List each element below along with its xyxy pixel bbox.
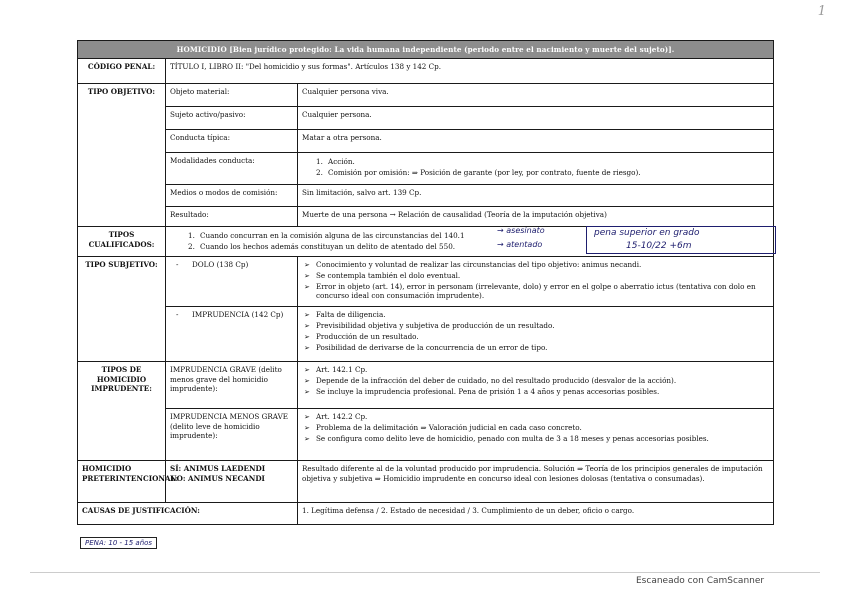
preterintencional-row — [78, 461, 774, 503]
list-item: ➢ Producción de un resultado. — [304, 332, 419, 342]
objeto-material-label: Objeto material: — [166, 84, 298, 107]
list-item: ➢ Art. 142.1 Cp. — [304, 365, 368, 375]
list-item: ➢ Depende de la infracción del deber de cuidado, no del resultado producido (desvalor de la acción). — [304, 376, 677, 386]
conducta-label: Conducta típica: — [166, 130, 298, 153]
list-item: ➢ Art. 142.2 Cp. — [304, 412, 368, 422]
modalidades-row — [78, 153, 774, 185]
preterintencional-value: Resultado diferente al de la voluntad producido por imprudencia. Solución ⇒ Teoría de los principios generales de imputación objetiva y subjetiva ⇒ Homicidio imprudente en concurso ideal con lesiones dolosas (tentativa o consumadas). — [298, 461, 774, 503]
medios-value: Sin limitación, salvo art. 139 Cp. — [298, 185, 774, 207]
modalidades-value — [298, 153, 774, 185]
imprudencia-value — [298, 307, 774, 362]
resultado-row — [78, 207, 774, 227]
causas-row — [78, 503, 774, 525]
sujeto-value: Cualquier persona. — [298, 107, 774, 130]
codigo-penal-value: TÍTULO I, LIBRO II: "Del homicidio y sus formas". Artículos 138 y 142 Cp. — [166, 59, 774, 84]
tipo-objetivo-label: TIPO OBJETIVO: — [78, 84, 166, 227]
medios-row — [78, 185, 774, 207]
list-item: ➢ Problema de la delimitación ⇒ Valoración judicial en cada caso concreto. — [304, 423, 582, 433]
list-item: ➢ Se configura como delito leve de homicidio, penado con multa de 3 a 18 meses y penas accesorias posibles. — [304, 434, 709, 444]
imprudencia-menos-grave-label: IMPRUDENCIA MENOS GRAVE (delito leve de homicidio imprudente): — [166, 409, 298, 461]
table-header-row — [78, 41, 774, 59]
list-item: ➢ Error in objeto (art. 14), error in personam (irrelevante, dolo) y error en el golpe o aberratio ictus (tentativa con dolo en concurso ideal con consumación imprudente). — [304, 282, 756, 301]
list-item: ➢ Previsibilidad objetiva y subjetiva de producción de un resultado. — [304, 321, 555, 331]
causas-label: CAUSAS DE JUSTIFICACIÓN: — [78, 503, 298, 525]
list-item: ➢ Falta de diligencia. — [304, 310, 386, 320]
list-item: ➢ Posibilidad de derivarse de la concurrencia de un error de tipo. — [304, 342, 548, 352]
imprudencia-label-cell: - IMPRUDENCIA (142 Cp) — [166, 307, 298, 362]
homicidio-table — [77, 40, 773, 525]
objeto-material-row — [78, 84, 774, 107]
medios-label: Medios o modos de comisión: — [166, 185, 298, 207]
modalidades-label: Modalidades conducta: — [166, 153, 298, 185]
imprudencia-menos-grave-value — [298, 409, 774, 461]
table-title: HOMICIDIO [Bien jurídico protegido: La vida humana independiente (periodo entre el nacimiento y muerte del sujeto)]. — [78, 41, 774, 59]
imprudencia-menos-grave-row — [78, 409, 774, 461]
codigo-penal-label: CÓDIGO PENAL: — [78, 59, 166, 84]
handwritten-asesinato: → asesinato — [497, 226, 545, 235]
list-item: ➢ Se incluye la imprudencia profesional. Pena de prisión 1 a 4 años y penas accesorias posibles. — [304, 387, 660, 397]
handwritten-pena-note: PENA: 10 - 15 años — [80, 537, 157, 549]
preterintencional-animus — [166, 461, 298, 503]
preterintencional-label: HOMICIDIO PRETERINTENCIONAL: — [78, 461, 166, 503]
list-item: ➢ Se contempla también el dolo eventual. — [304, 271, 461, 281]
handwritten-pena-values: 15-10/22 +6m — [626, 241, 692, 251]
codigo-penal-row — [78, 59, 774, 84]
imprudencia-grave-label: IMPRUDENCIA GRAVE (delito menos grave del homicidio imprudente): — [166, 362, 298, 409]
page-number-mark: 1 — [817, 4, 826, 19]
resultado-label: Resultado: — [166, 207, 298, 227]
imprudencia-grave-value — [298, 362, 774, 409]
list-item: 2. Comisión por omisión: ⇒ Posición de garante (por ley, por contrato, fuente de riesgo). — [316, 167, 641, 177]
scan-footer-divider — [30, 572, 820, 573]
imprudencia-grave-row — [78, 362, 774, 409]
animus-laedendi: SÍ: ANIMUS LAEDENDI — [170, 464, 266, 474]
conducta-value: Matar a otra persona. — [298, 130, 774, 153]
conducta-row — [78, 130, 774, 153]
causas-value: 1. Legítima defensa / 2. Estado de necesidad / 3. Cumplimiento de un deber, oficio o cargo. — [298, 503, 774, 525]
dolo-label-cell: - DOLO (138 Cp) — [166, 257, 298, 307]
list-item: 2. Cuando los hechos además constituyan un delito de atentado del 550. — [188, 241, 456, 251]
animus-necandi: NO: ANIMUS NECANDI — [170, 473, 265, 483]
dolo-label: DOLO (138 Cp) — [192, 260, 249, 270]
list-item: ➢ Conocimiento y voluntad de realizar las circunstancias del tipo objetivo: animus necandi. — [304, 260, 642, 270]
objeto-material-value: Cualquier persona viva. — [298, 84, 774, 107]
sujeto-label: Sujeto activo/pasivo: — [166, 107, 298, 130]
dolo-row — [78, 257, 774, 307]
dolo-value — [298, 257, 774, 307]
resultado-value: Muerte de una persona → Relación de causalidad (Teoría de la imputación objetiva) — [298, 207, 774, 227]
scanner-watermark: Escaneado con CamScanner — [636, 576, 765, 586]
imprudencia-label: IMPRUDENCIA (142 Cp) — [192, 310, 284, 320]
imprudencia-row — [78, 307, 774, 362]
tipos-imprudente-label: TIPOS DE HOMICIDIO IMPRUDENTE: — [78, 362, 166, 461]
tipo-subjetivo-label: TIPO SUBJETIVO: — [78, 257, 166, 362]
tipos-cualificados-label: TIPOS CUALIFICADOS: — [78, 227, 166, 257]
sujeto-row — [78, 107, 774, 130]
list-item: 1. Acción. — [316, 157, 355, 167]
list-item: 1. Cuando concurran en la comisión alguna de las circunstancias del 140.1 — [188, 231, 465, 241]
handwritten-pena-superior: pena superior en grado — [594, 228, 700, 238]
handwritten-atentado: → atentado — [497, 240, 543, 249]
